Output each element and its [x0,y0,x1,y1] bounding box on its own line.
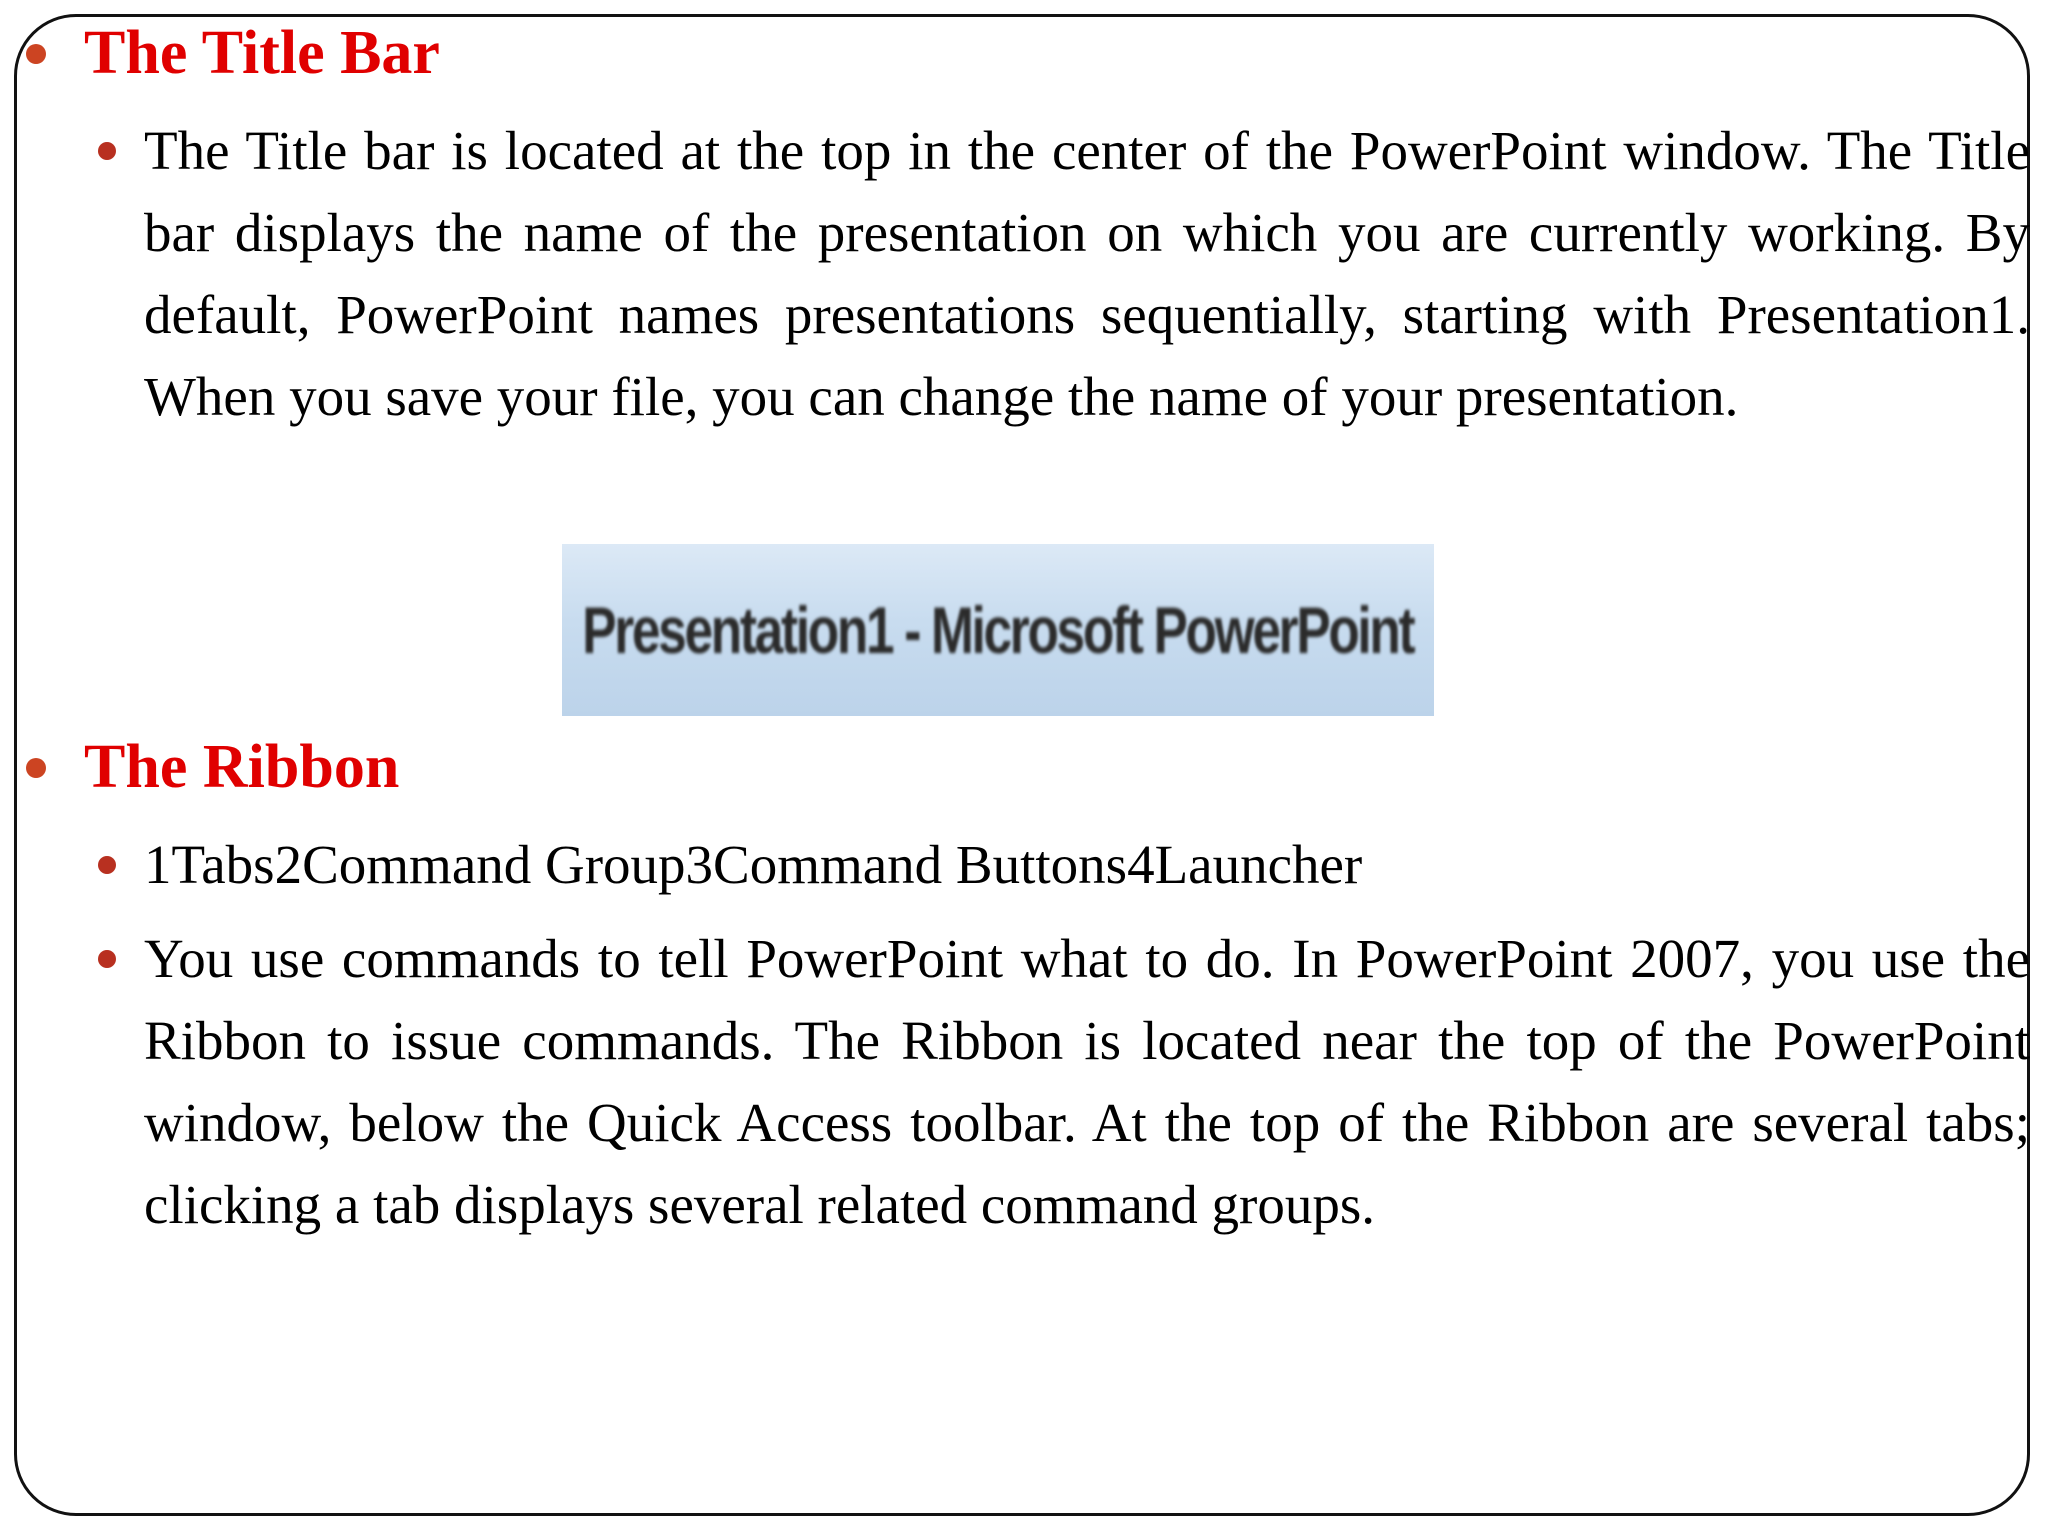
paragraph-ribbon: You use commands to tell PowerPoint what to do. In PowerPoint 2007, you use the Ribbon to issue commands. The Ribbon is located near the top of the PowerPoint window, below the Quick Access toolbar. At the top of the Ribbon are several tabs; clicking a tab displays several related command groups. [144,928,2030,1235]
bullet-icon [98,856,116,874]
paragraph-title-bar: The Title bar is located at the top in the center of the PowerPoint window. The Title bar displays the name of the presentation on which you are currently working. By default, PowerPoint names presentations sequentially, starting with Presentation1. When you save your file, you can change the name of your presentation. [144,120,2030,427]
title-bar-screenshot-text: Presentation1 - Microsoft PowerPoint [582,593,1414,667]
title-bar-screenshot [562,544,1434,716]
bullet-icon [98,950,116,968]
heading-title-bar: The Title Bar [84,19,440,87]
bullet-icon [26,758,46,778]
bullet-icon [26,44,46,64]
heading-ribbon: The Ribbon [84,733,400,801]
bullet-icon [98,142,116,160]
paragraph-ribbon-parts: 1Tabs2Command Group3Command Buttons4Launcher [144,834,1363,895]
